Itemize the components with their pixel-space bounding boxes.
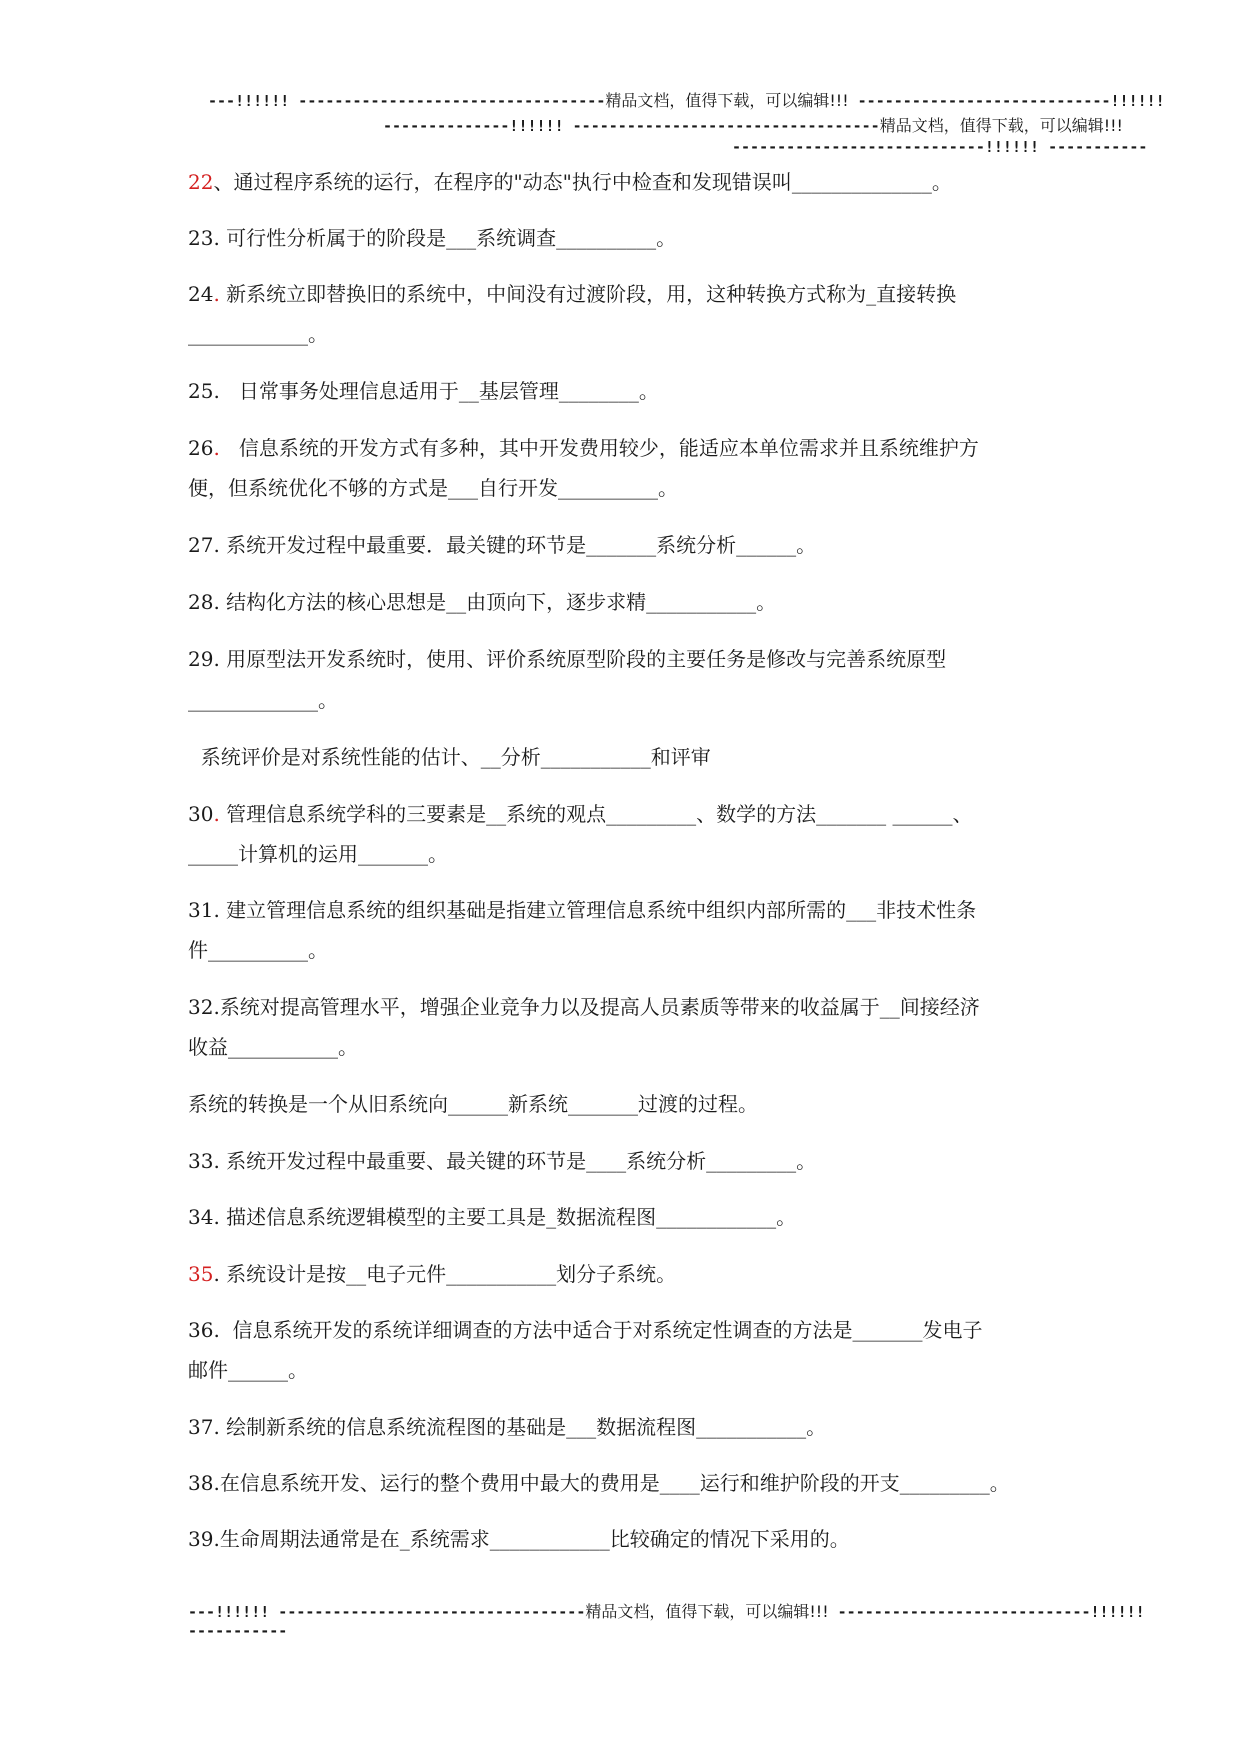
question-number: 29 bbox=[188, 647, 214, 671]
question-sep: . bbox=[213, 282, 220, 306]
question-system-conversion bbox=[188, 1092, 758, 1116]
question-text: 绘制新系统的信息系统流程图的基础是___数据流程图___________。 bbox=[219, 1415, 827, 1439]
question-32-cont: 收益___________。 bbox=[188, 1035, 358, 1059]
footer-dashes-1b: ----------------------------!!!!!! bbox=[828, 1603, 1145, 1621]
header-dashes-1b: ----------------------------!!!!!! bbox=[848, 92, 1165, 110]
question-text: 结构化方法的核心思想是__由顶向下，逐步求精___________。 bbox=[219, 590, 777, 614]
question-sep: . bbox=[213, 533, 220, 557]
question-number: 30 bbox=[188, 802, 214, 826]
question-text: 信息系统开发的系统详细调查的方法中适合于对系统定性调查的方法是_______发电子 bbox=[219, 1318, 983, 1342]
question-number: 34 bbox=[188, 1205, 214, 1229]
question-number: 26 bbox=[188, 436, 214, 460]
question-sep: . bbox=[213, 436, 220, 460]
question-35 bbox=[188, 1262, 676, 1286]
question-system-evaluation bbox=[188, 745, 711, 769]
question-sep: . bbox=[213, 1471, 220, 1495]
question-36-cont: 邮件______。 bbox=[188, 1358, 308, 1382]
question-sep: . bbox=[213, 1415, 220, 1439]
question-sep: . bbox=[213, 379, 220, 403]
question-26 bbox=[188, 436, 979, 460]
question-number: 28 bbox=[188, 590, 214, 614]
question-sep: . bbox=[213, 1149, 220, 1173]
question-24 bbox=[188, 282, 956, 306]
question-sep: . bbox=[213, 1527, 220, 1551]
question-text: 在信息系统开发、运行的整个费用中最大的费用是____运行和维护阶段的开支_________。 bbox=[219, 1471, 1010, 1495]
question-number: 25 bbox=[188, 379, 214, 403]
question-text: 描述信息系统逻辑模型的主要工具是_数据流程图____________。 bbox=[219, 1205, 797, 1229]
question-text: 新系统立即替换旧的系统中，中间没有过渡阶段，用，这种转换方式称为_直接转换 bbox=[219, 282, 957, 306]
question-sep: . bbox=[213, 802, 220, 826]
question-text: 可行性分析属于的阶段是___系统调查__________。 bbox=[219, 226, 677, 250]
question-22 bbox=[188, 170, 952, 194]
footer-line-1 bbox=[188, 1599, 1145, 1622]
question-26-cont: 便，但系统优化不够的方式是___自行开发__________。 bbox=[188, 476, 678, 500]
question-38 bbox=[188, 1471, 1010, 1495]
header-caption-2: 精品文档，值得下载，可以编辑!!! bbox=[879, 116, 1123, 135]
question-30 bbox=[188, 802, 973, 826]
question-23 bbox=[188, 226, 676, 250]
question-sep: . bbox=[213, 898, 220, 922]
question-33 bbox=[188, 1149, 816, 1173]
question-number: 24 bbox=[188, 282, 214, 306]
question-34 bbox=[188, 1205, 796, 1229]
question-28 bbox=[188, 590, 776, 614]
footer-line-2: ----------- bbox=[188, 1622, 288, 1640]
question-number: 37 bbox=[188, 1415, 214, 1439]
question-number: 27 bbox=[188, 533, 214, 557]
question-text: 系统开发过程中最重要．最关键的环节是_______系统分析______。 bbox=[219, 533, 817, 557]
question-number: 38 bbox=[188, 1471, 214, 1495]
question-number: 36 bbox=[188, 1318, 214, 1342]
header-line-1 bbox=[208, 88, 1165, 111]
question-number: 22 bbox=[188, 170, 214, 194]
header-dashes-2: --------------!!!!!! ---------------------------------- bbox=[383, 117, 880, 135]
question-text: 系统的转换是一个从旧系统向______新系统_______过渡的过程。 bbox=[188, 1092, 758, 1116]
header-dashes-1: ---!!!!!! ---------------------------------- bbox=[208, 92, 606, 110]
question-sep: . bbox=[213, 995, 220, 1019]
question-sep: . bbox=[213, 647, 220, 671]
header-dashes-3: ----------------------------!!!!!! ----------- bbox=[732, 138, 1148, 156]
question-sep: . bbox=[213, 226, 220, 250]
question-25 bbox=[188, 379, 659, 403]
footer-caption: 精品文档，值得下载，可以编辑!!! bbox=[585, 1602, 829, 1621]
question-text: 系统对提高管理水平，增强企业竞争力以及提高人员素质等带来的收益属于__间接经济 bbox=[219, 995, 980, 1019]
header-line-3 bbox=[732, 138, 1147, 156]
header-caption-1: 精品文档，值得下载，可以编辑!!! bbox=[605, 91, 849, 110]
question-sep: 、 bbox=[213, 170, 234, 194]
question-sep: . bbox=[213, 590, 220, 614]
question-number: 32 bbox=[188, 995, 214, 1019]
question-text: 日常事务处理信息适用于__基层管理________。 bbox=[219, 379, 659, 403]
question-37 bbox=[188, 1415, 826, 1439]
question-31 bbox=[188, 898, 976, 922]
question-text: 通过程序系统的运行，在程序的"动态"执行中检查和发现错误叫______________。 bbox=[233, 170, 952, 194]
question-31-cont: 件__________。 bbox=[188, 938, 328, 962]
question-number: 33 bbox=[188, 1149, 214, 1173]
footer-dashes-1: ---!!!!!! ---------------------------------- bbox=[188, 1603, 586, 1621]
question-39 bbox=[188, 1527, 850, 1551]
question-text: 管理信息系统学科的三要素是__系统的观点_________、数学的方法_______ ______、 bbox=[219, 802, 973, 826]
question-text: 系统开发过程中最重要、最关键的环节是____系统分析_________。 bbox=[219, 1149, 817, 1173]
header-line-2 bbox=[383, 113, 1123, 136]
question-text: 用原型法开发系统时，使用、评价系统原型阶段的主要任务是修改与完善系统原型 bbox=[219, 647, 947, 671]
question-36 bbox=[188, 1318, 983, 1342]
question-29 bbox=[188, 647, 946, 671]
question-text: 生命周期法通常是在_系统需求____________比较确定的情况下采用的。 bbox=[219, 1527, 850, 1551]
question-number: 39 bbox=[188, 1527, 214, 1551]
question-text: 建立管理信息系统的组织基础是指建立管理信息系统中组织内部所需的___非技术性条 bbox=[219, 898, 977, 922]
question-30-cont: _____计算机的运用_______。 bbox=[188, 842, 448, 866]
question-24-cont: ____________。 bbox=[188, 322, 328, 346]
question-number: 35 bbox=[188, 1262, 214, 1286]
question-sep: . bbox=[213, 1318, 220, 1342]
question-sep: . bbox=[213, 1262, 220, 1286]
question-number: 23 bbox=[188, 226, 214, 250]
question-text: 系统设计是按__电子元件___________划分子系统。 bbox=[219, 1262, 677, 1286]
question-27 bbox=[188, 533, 816, 557]
question-number: 31 bbox=[188, 898, 214, 922]
question-text: 信息系统的开发方式有多种，其中开发费用较少，能适应本单位需求并且系统维护方 bbox=[219, 436, 979, 460]
question-sep: . bbox=[213, 1205, 220, 1229]
question-text: 系统评价是对系统性能的估计、__分析___________和评审 bbox=[188, 745, 711, 769]
question-32 bbox=[188, 995, 980, 1019]
question-29-cont: _____________。 bbox=[188, 688, 338, 712]
